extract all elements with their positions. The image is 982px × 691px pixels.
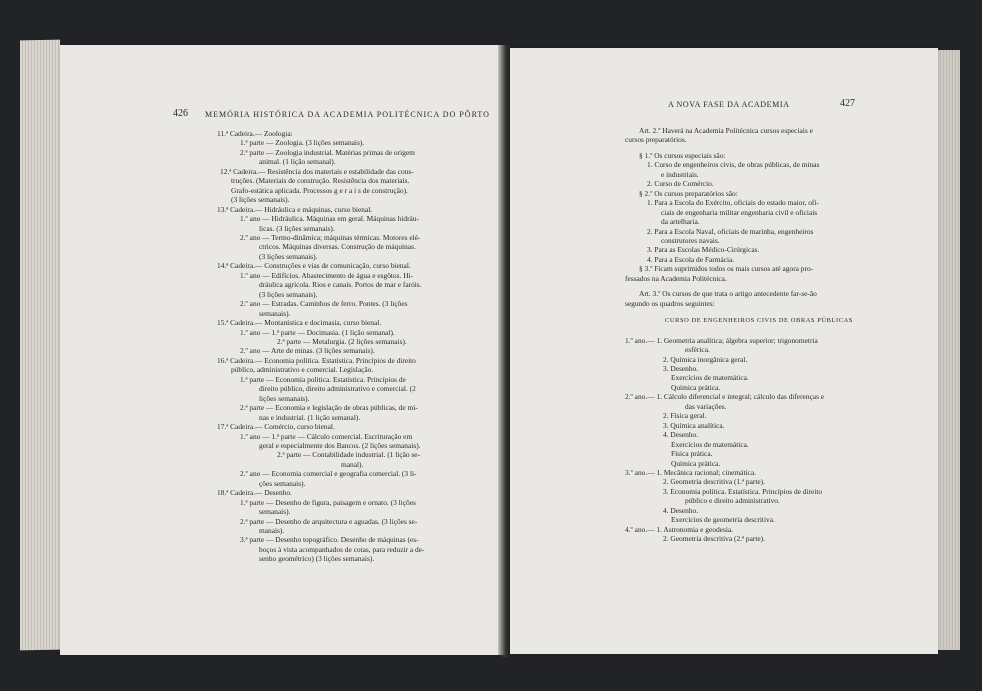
right-page-edges [935, 50, 960, 650]
text-line: 1.ª parte — Economia política. Estatística. Princípios de [240, 374, 406, 384]
text-line: Art. 3.º Os cursos de que trata o artigo antecedente far-se-ão [639, 289, 817, 299]
text-line: § 2.º Os cursos preparatórios são: [639, 188, 738, 198]
text-line: ciais de engenharia militar engenharia civil e oficiais [661, 207, 818, 217]
text-line: 3. Economia política. Estatística. Princípios de direito [663, 486, 823, 496]
left-running-head: MEMÓRIA HISTÓRICA DA ACADEMIA POLITÉCNICA DO PÔRTO [205, 110, 490, 119]
text-line: 2. Geometria descritiva (1.ª parte). [663, 477, 765, 487]
text-line: ções semanais). [259, 478, 306, 488]
text-line: 15.ª Cadeira.— Montanística e docimasia, curso bienal. [217, 318, 382, 328]
text-line: boços à vista acompanhados de cotas, para reduzir a de- [259, 544, 425, 554]
text-line: 13.ª Cadeira.— Hidráulica e máquinas, curso bienal. [217, 204, 373, 214]
text-line: 1.ª parte — Desenho de figura, paisagem e ornato. (3 lições [240, 497, 416, 507]
text-line: 12.ª Cadeira.— Resistência dos materiais e estabilidade das cons- [220, 166, 414, 176]
text-line: 11.ª Cadeira.— Zoologia: [217, 129, 293, 138]
text-line: 1. Curso de engenheiros civis, de obras públicas, de minas [647, 160, 820, 170]
text-line: § 1.º Os cursos especiais são: [639, 150, 726, 160]
text-line: 2.º ano — Arte de minas. (3 lições semanais). [240, 346, 375, 356]
left-page-number: 426 [173, 108, 188, 119]
text-line: manais). [259, 526, 285, 536]
text-line: truções. (Materiais de construção. Resistência dos materiais. [231, 176, 410, 186]
text-line: dráulica agrícola. Rios e canais. Portos de mar e faróis. [259, 280, 422, 290]
text-line: manal). [341, 459, 364, 469]
text-line: fessados na Academia Politécnica. [625, 273, 727, 283]
text-line: 3.ª parte — Desenho topográfico. Desenho de máquinas (es- [240, 535, 419, 545]
text-line: 3. Química analítica. [663, 420, 725, 430]
text-line: 16.ª Cadeira.— Economia política. Estatística. Princípios de direito [217, 355, 416, 365]
text-line: 2. Curso de Comércio. [647, 179, 714, 189]
section-heading: CURSO DE ENGENHEIROS CIVIS DE OBRAS PÚBLICAS [665, 317, 853, 325]
text-line: Grafo-estática aplicada. Processos g e r a i s de construção). [231, 185, 408, 195]
text-line: senho geométrico) (3 lições semanais). [259, 554, 375, 564]
text-line: 2.º ano — Estradas. Caminhos de ferro. Pontes. (3 lições [240, 299, 408, 309]
text-line: das variações. [685, 401, 727, 411]
right-running-head: A NOVA FASE DA ACADEMIA [668, 100, 790, 109]
text-line: Química prática. [671, 458, 721, 468]
text-line: e industriais. [661, 169, 699, 179]
text-line: Física prática. [671, 449, 713, 459]
text-line: segundo os quadros seguintes: [625, 298, 715, 308]
text-line: Exercícios de matemática. [671, 373, 749, 383]
text-line: 2.º ano — Termo-dinâmica; máquinas térmicas. Motores elé- [240, 232, 421, 242]
text-line: 1.º ano — Edifícios. Abastecimento de água e esgôtos. Hi- [240, 270, 414, 280]
text-line: 1.ª parte — Zoologia. (3 lições semanais). [240, 138, 365, 148]
text-line: 17.ª Cadeira.— Comércio, curso bienal. [217, 422, 335, 432]
text-line: nas e industrial. (1 lição semanal). [259, 412, 361, 422]
text-line: 3.º ano.— 1. Mecânica racional; cinemática. [625, 467, 756, 477]
text-line: esférica. [685, 345, 710, 355]
text-line: cursos preparatórios. [625, 135, 687, 145]
text-line: 2.ª parte — Metalurgia. (2 lições semanais). [277, 336, 407, 346]
text-line: 2.º ano — Economia comercial e geografia comercial. (3 li- [240, 469, 417, 479]
left-body-text [217, 129, 424, 564]
text-line: 2.ª parte — Contabilidade industrial. (1 lição se- [277, 450, 421, 460]
text-line: § 3.º Ficam suprimidos todos os mais cursos até agora pro- [639, 264, 814, 274]
text-line: 3. Desenho. [663, 363, 699, 373]
text-line: público, administrativo e comercial. Legislação. [231, 365, 374, 375]
text-line: Química prática. [671, 382, 721, 392]
text-line: Exercícios de geometria descritiva. [671, 515, 775, 525]
text-line: direito público, direito administrativo e comercial. (2 [259, 384, 416, 394]
text-line: Exercícios de matemática. [671, 439, 749, 449]
text-line: 2.ª parte — Zoologia industrial. Matérias primas de origem [240, 147, 415, 157]
text-line: 1.º ano.— 1. Geometria analítica; álgebra superior; trigonometria [625, 335, 818, 345]
text-line: 2. Química inorgânica geral. [663, 354, 748, 364]
text-line: da artelharia. [661, 217, 700, 227]
right-body-text [625, 126, 853, 544]
text-line: 1. Para a Escola do Exército, oficiais do estado maior, ofi- [647, 198, 819, 208]
left-page [60, 45, 505, 655]
text-line: ctricos. Máquinas diversas. Construção de máquinas. [259, 242, 416, 252]
text-line: 14.ª Cadeira.— Construções e vias de comunicação, curso bienal. [217, 261, 411, 271]
text-line: animal. (1 lição semanal). [259, 157, 336, 167]
text-line: 18.ª Cadeira.— Desenho. [217, 488, 292, 498]
text-line: (3 lições semanais). [259, 289, 318, 299]
text-line: lições semanais). [259, 393, 310, 403]
text-line: 1.º ano — 1.ª parte — Docimasia. (1 lição semanal). [240, 327, 395, 337]
text-line: semanais). [259, 308, 291, 318]
text-line: 2. Física geral. [663, 411, 707, 421]
text-line: 2.ª parte — Economia e legislação de obras públicas, de mi- [240, 403, 418, 413]
text-line: 2. Geometria descritiva (2.ª parte). [663, 534, 765, 544]
text-line: público e direito administrativo. [685, 496, 780, 506]
text-line: (3 lições semanais). [231, 195, 290, 205]
text-line: 2. Para a Escola Naval, oficiais de marinha, engenheiros [647, 226, 814, 236]
text-line: 3. Para as Escolas Médico-Cirúrgicas. [647, 245, 760, 255]
text-line: 1.º ano — 1.ª parte — Cálculo comercial. Escrituração em [240, 431, 413, 441]
text-line: 4. Para a Escola de Farmácia. [647, 254, 735, 264]
text-line: licas. (3 lições semanais). [259, 223, 335, 233]
text-line: Art. 2.º Haverá na Academia Politécnica cursos especiais e [639, 126, 813, 135]
text-line: geral e especialmente dos Bancos. (2 lições semanais). [259, 440, 421, 450]
right-page-number: 427 [840, 98, 855, 109]
text-line: construtores navais. [661, 235, 720, 245]
text-line: 4. Desenho. [663, 430, 699, 440]
text-line: 2.ª parte — Desenho de arquitectura e aguadas. (3 lições se- [240, 516, 418, 526]
text-line: 2.º ano.— 1. Cálculo diferencial e integral; cálculo das diferenças e [625, 392, 825, 402]
text-line: 1.º ano — Hidráulica. Máquinas em geral. Máquinas hidráu- [240, 214, 419, 224]
right-page [510, 48, 938, 654]
text-line: 4.º ano.— 1. Astronomia e geodesia. [625, 524, 733, 534]
text-line: semanais). [259, 507, 291, 517]
text-line: (3 lições semanais). [259, 251, 318, 261]
left-page-edges [20, 40, 60, 651]
text-line: 4. Desenho. [663, 505, 699, 515]
